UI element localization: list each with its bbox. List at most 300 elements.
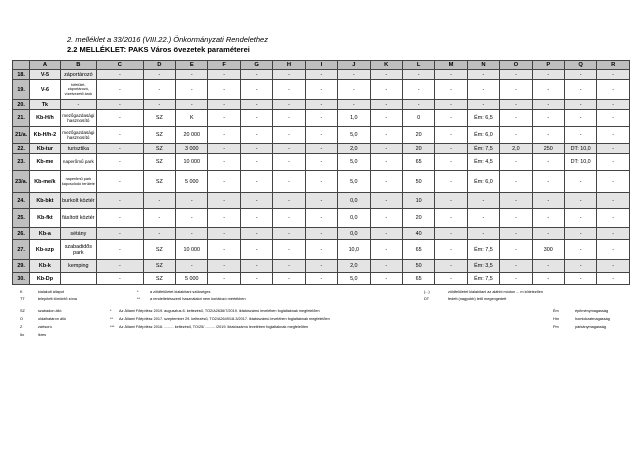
param-cell: - (532, 209, 564, 228)
param-cell: - (273, 193, 305, 209)
param-cell: - (97, 144, 144, 154)
legend-abbr: Ém (553, 309, 559, 313)
param-cell: SZ (143, 171, 175, 193)
zone-code: Kb-me (30, 154, 60, 171)
zone-parameters-table (12, 60, 630, 285)
legend-text: zártsorú (38, 325, 52, 329)
param-cell: - (305, 240, 337, 260)
param-cell: - (305, 127, 337, 144)
param-cell: - (532, 228, 564, 240)
param-cell: - (97, 171, 144, 193)
zone-name: tófelület, záportározó, vízelvezető árok (60, 80, 96, 100)
row-number: 22. (13, 144, 30, 154)
param-cell: - (97, 80, 144, 100)
legend-mark: *** (110, 325, 115, 329)
param-cell: SZ (143, 240, 175, 260)
param-cell: - (435, 260, 467, 273)
param-cell: - (273, 171, 305, 193)
column-header-n: N (467, 61, 499, 70)
param-cell: - (370, 154, 402, 171)
param-cell: - (435, 171, 467, 193)
row-number: 19. (13, 80, 30, 100)
param-cell: - (240, 240, 272, 260)
table-row (13, 100, 630, 110)
param-cell: - (597, 193, 630, 209)
param-cell: - (597, 70, 630, 80)
column-header-row (13, 61, 630, 70)
param-cell: - (435, 144, 467, 154)
legend-mark: ** (110, 317, 113, 321)
param-cell: - (143, 70, 175, 80)
param-cell: - (143, 100, 175, 110)
table-row (13, 209, 630, 228)
row-number: 29. (13, 260, 30, 273)
zone-code: Kb-szp (30, 240, 60, 260)
param-cell: - (176, 260, 208, 273)
param-cell: 65 (402, 273, 434, 285)
param-cell: - (97, 228, 144, 240)
table-row (13, 260, 630, 273)
param-cell: - (467, 193, 499, 209)
legend-text: fedett (nagyobb) tető megengedett (448, 297, 507, 301)
table-row (13, 171, 630, 193)
param-cell: - (532, 80, 564, 100)
param-cell: - (208, 110, 240, 127)
param-cell: - (532, 100, 564, 110)
param-cell: - (240, 273, 272, 285)
param-cell: - (97, 260, 144, 273)
param-cell: - (532, 110, 564, 127)
param-cell: - (467, 100, 499, 110)
param-cell: - (240, 209, 272, 228)
legend-abbr: SZ (20, 309, 25, 313)
zone-name: sétány (60, 228, 96, 240)
param-cell: 0,0 (338, 193, 370, 209)
param-cell: - (500, 260, 532, 273)
param-cell: - (370, 144, 402, 154)
param-cell: - (597, 209, 630, 228)
param-cell: 10 (402, 193, 434, 209)
zone-code: Kb-fkt (30, 209, 60, 228)
header-line-2: 2.2 MELLÉKLET: PAKS Város övezetek paraméterei (67, 45, 250, 54)
param-cell: - (273, 110, 305, 127)
legend-text: homlokzatmagasság (575, 317, 610, 321)
legend-text: kialakult állapot (38, 290, 64, 294)
param-cell: - (435, 80, 467, 100)
table-row (13, 154, 630, 171)
param-cell: - (240, 193, 272, 209)
param-cell: - (208, 171, 240, 193)
legend-mark: * (110, 309, 112, 313)
param-cell: Ém: 6,0 (467, 127, 499, 144)
param-cell: - (597, 154, 630, 171)
row-number: 24. (13, 193, 30, 209)
param-cell: - (305, 260, 337, 273)
legend-abbr: O (20, 317, 23, 321)
param-cell: - (370, 273, 402, 285)
row-number: 27. (13, 240, 30, 260)
legend-text: szabadon álló (38, 309, 62, 313)
param-cell: - (208, 127, 240, 144)
param-cell: SZ (143, 144, 175, 154)
row-number: 23. (13, 154, 30, 171)
column-header-d: D (143, 61, 175, 70)
table-row (13, 273, 630, 285)
param-cell: - (273, 154, 305, 171)
param-cell: - (208, 100, 240, 110)
zone-name: mezőgazdasági hasznosító (60, 110, 96, 127)
param-cell: Ém: 3,5 (467, 260, 499, 273)
param-cell: 0 (402, 110, 434, 127)
zone-code: Kb-H/h (30, 110, 60, 127)
param-cell: - (273, 273, 305, 285)
param-cell: - (370, 70, 402, 80)
column-header-h: H (273, 61, 305, 70)
param-cell: - (305, 273, 337, 285)
row-number: 25. (13, 209, 30, 228)
param-cell: - (564, 110, 596, 127)
param-cell: 10 000 (176, 240, 208, 260)
param-cell: - (208, 80, 240, 100)
param-cell: - (97, 154, 144, 171)
zone-code: Kb-tur (30, 144, 60, 154)
param-cell: - (467, 80, 499, 100)
param-cell: - (370, 100, 402, 110)
param-cell: - (532, 273, 564, 285)
param-cell: - (532, 127, 564, 144)
zone-name: záportározó (60, 70, 96, 80)
param-cell: - (597, 228, 630, 240)
zone-name: mezőgazdasági hasznosító (60, 127, 96, 144)
param-cell: - (305, 209, 337, 228)
param-cell: - (273, 80, 305, 100)
row-number: 20. (13, 100, 30, 110)
param-cell: SZ (143, 110, 175, 127)
param-cell: 2,0 (338, 144, 370, 154)
param-cell: - (338, 100, 370, 110)
zone-name: turisztika (60, 144, 96, 154)
param-cell: 3 000 (176, 144, 208, 154)
legend-mark: ** (137, 297, 140, 301)
param-cell: - (176, 80, 208, 100)
param-cell: Ém: 4,5 (467, 154, 499, 171)
param-cell: - (208, 273, 240, 285)
param-cell: - (435, 154, 467, 171)
param-cell: - (500, 209, 532, 228)
table-row (13, 110, 630, 127)
param-cell: - (435, 240, 467, 260)
param-cell: - (97, 240, 144, 260)
zone-name: naperőmű park kapcsolódó területe (60, 171, 96, 193)
param-cell: - (435, 193, 467, 209)
zone-name: kemping (60, 260, 96, 273)
param-cell: - (564, 100, 596, 110)
param-cell: 20 (402, 209, 434, 228)
param-cell: - (176, 228, 208, 240)
param-cell: - (273, 100, 305, 110)
param-cell: - (273, 144, 305, 154)
param-cell: DT: 10,0 (564, 154, 596, 171)
param-cell: - (435, 110, 467, 127)
param-cell: Ém: 7,5 (467, 144, 499, 154)
param-cell: - (305, 100, 337, 110)
param-cell: - (143, 209, 175, 228)
param-cell: - (97, 127, 144, 144)
param-cell: - (500, 193, 532, 209)
param-cell: - (500, 100, 532, 110)
zone-code: Kb-Dp (30, 273, 60, 285)
param-cell: - (97, 100, 144, 110)
param-cell: - (273, 127, 305, 144)
param-cell: - (273, 260, 305, 273)
param-cell: - (370, 127, 402, 144)
legend-text: párkánymagasság (575, 325, 607, 329)
param-cell: - (305, 228, 337, 240)
param-cell: - (532, 260, 564, 273)
legend-text: zöldfelületet kialakítani az alábbi módon ... m kötelezően (448, 290, 543, 294)
param-cell: 5 000 (176, 171, 208, 193)
param-cell: - (564, 127, 596, 144)
param-cell: - (370, 209, 402, 228)
zone-code: V-5 (30, 70, 60, 80)
param-cell: - (500, 127, 532, 144)
zone-code: Kb-H/h-2 (30, 127, 60, 144)
param-cell: DT: 10,0 (564, 144, 596, 154)
row-number: 21/a. (13, 127, 30, 144)
column-header-k: K (370, 61, 402, 70)
param-cell: - (338, 80, 370, 100)
param-cell: - (143, 80, 175, 100)
param-cell: - (370, 228, 402, 240)
param-cell: - (402, 100, 434, 110)
column-header-j: J (338, 61, 370, 70)
zone-code: Kb-me/k (30, 171, 60, 193)
column-header-m: M (435, 61, 467, 70)
param-cell: 5,0 (338, 154, 370, 171)
column-header-l: L (402, 61, 434, 70)
column-header-p: P (532, 61, 564, 70)
param-cell: - (370, 193, 402, 209)
param-cell: 2,0 (500, 144, 532, 154)
param-cell: - (597, 260, 630, 273)
param-cell: - (208, 144, 240, 154)
param-cell: - (338, 70, 370, 80)
param-cell: - (143, 228, 175, 240)
legend-text: Az Állami Főépítész 2016. ......... keltezésű, TO/25/ ......... /2019. iktatószámú levelében foglaltaknak megfelelően (119, 325, 309, 329)
param-cell: - (240, 80, 272, 100)
param-cell: 300 (532, 240, 564, 260)
param-cell: 5,0 (338, 171, 370, 193)
param-cell: - (500, 228, 532, 240)
param-cell: - (305, 171, 337, 193)
param-cell: - (597, 144, 630, 154)
legend-abbr: Z (20, 325, 23, 329)
param-cell: - (500, 70, 532, 80)
param-cell: SZ (143, 154, 175, 171)
param-cell: 50 (402, 171, 434, 193)
param-cell: - (240, 260, 272, 273)
param-cell: - (176, 70, 208, 80)
param-cell: 0,0 (338, 209, 370, 228)
column-header-e: E (176, 61, 208, 70)
param-cell: - (500, 110, 532, 127)
param-cell: - (435, 127, 467, 144)
param-cell: - (208, 154, 240, 171)
legend-abbr: Hm (553, 317, 559, 321)
zone-code: V-6 (30, 80, 60, 100)
param-cell: - (305, 193, 337, 209)
legend-abbr: Pm (553, 325, 559, 329)
row-number: 26. (13, 228, 30, 240)
table-row (13, 228, 630, 240)
zone-name: naperőmű park (60, 154, 96, 171)
param-cell: - (564, 171, 596, 193)
param-cell: - (97, 273, 144, 285)
table-row (13, 193, 630, 209)
param-cell: - (532, 171, 564, 193)
param-cell: 0,0 (338, 228, 370, 240)
row-number: 18. (13, 70, 30, 80)
zone-name: fásított köztér (60, 209, 96, 228)
param-cell: - (597, 273, 630, 285)
legend-text: ikres (38, 333, 47, 337)
param-cell: - (564, 240, 596, 260)
legend-abbr: DT (424, 297, 430, 301)
param-cell: - (500, 154, 532, 171)
column-header-o: O (500, 61, 532, 70)
param-cell: - (370, 240, 402, 260)
param-cell: - (564, 260, 596, 273)
param-cell: - (208, 240, 240, 260)
param-cell: - (435, 228, 467, 240)
param-cell: - (240, 144, 272, 154)
param-cell: K (176, 110, 208, 127)
param-cell: 50 (402, 260, 434, 273)
param-cell: - (564, 80, 596, 100)
param-cell: - (240, 70, 272, 80)
param-cell: - (402, 70, 434, 80)
column-header-c: C (97, 61, 144, 70)
param-cell: - (500, 240, 532, 260)
param-cell: - (305, 70, 337, 80)
param-cell: - (208, 260, 240, 273)
param-cell: - (370, 80, 402, 100)
param-cell: - (305, 110, 337, 127)
param-cell: - (97, 110, 144, 127)
legend-text: Az Állami Főépítész 2017. szeptember 29. keltezésű, TO2/A2649/18-3/2017. iktatószámú levelében foglaltaknak megfelelően (119, 317, 330, 321)
legend-mark: (...) (424, 290, 430, 294)
param-cell: - (402, 80, 434, 100)
param-cell: 5,0 (338, 127, 370, 144)
table-row (13, 80, 630, 100)
legend-text: építménymagasság (575, 309, 609, 313)
param-cell: Ém: 7,5 (467, 240, 499, 260)
param-cell: - (240, 228, 272, 240)
param-cell: 10 000 (176, 154, 208, 171)
legend-mark: * (137, 290, 139, 294)
param-cell: - (500, 273, 532, 285)
legend-text: a zöldfelületet kialakítani szükséges (150, 290, 211, 294)
param-cell: SZ (143, 260, 175, 273)
param-cell: Ém: 6,0 (467, 171, 499, 193)
param-cell: - (597, 110, 630, 127)
param-cell: 20 (402, 144, 434, 154)
param-cell: - (532, 70, 564, 80)
zone-name: burkolt köztér (60, 193, 96, 209)
param-cell: 10,0 (338, 240, 370, 260)
param-cell: - (240, 127, 272, 144)
param-cell: - (564, 228, 596, 240)
param-cell: - (564, 273, 596, 285)
legend-text: a rendeltetésszerű használatot nem korlátozó mértékben (150, 297, 246, 301)
param-cell: 65 (402, 154, 434, 171)
param-cell: Ém: 7,5 (467, 273, 499, 285)
param-cell: SZ (143, 273, 175, 285)
zone-name: - (60, 100, 96, 110)
param-cell: - (467, 209, 499, 228)
param-cell: 2,0 (338, 260, 370, 273)
param-cell: - (273, 228, 305, 240)
param-cell: - (97, 193, 144, 209)
param-cell: - (564, 70, 596, 80)
table-row (13, 70, 630, 80)
table-row (13, 127, 630, 144)
corner-cell (13, 61, 30, 70)
param-cell: - (97, 70, 144, 80)
param-cell: - (564, 193, 596, 209)
param-cell: - (435, 100, 467, 110)
param-cell: - (435, 209, 467, 228)
param-cell: - (240, 110, 272, 127)
param-cell: Ém: 6,5 (467, 110, 499, 127)
legend-abbr: Ikr (20, 333, 25, 337)
row-number: 23/a. (13, 171, 30, 193)
column-header-b: B (60, 61, 96, 70)
param-cell: - (435, 273, 467, 285)
param-cell: - (500, 171, 532, 193)
column-header-i: I (305, 61, 337, 70)
legend-text: Az Állami Főépítész 2019. augusztus 8. keltezésű, TO2/A2636/7/2019. iktatószámú levelében foglaltaknak megfelelően (119, 309, 320, 313)
param-cell: - (532, 154, 564, 171)
table-row (13, 144, 630, 154)
param-cell: - (597, 171, 630, 193)
column-header-q: Q (564, 61, 596, 70)
header-line-1: 2. melléklet a 33/2016 (VIII.22.) Önkormányzati Rendelethez (67, 35, 268, 44)
param-cell: - (176, 209, 208, 228)
param-cell: SZ (143, 127, 175, 144)
param-cell: - (305, 154, 337, 171)
param-cell: 20 000 (176, 127, 208, 144)
param-cell: - (597, 100, 630, 110)
param-cell: - (273, 209, 305, 228)
param-cell: - (435, 70, 467, 80)
param-cell: - (370, 110, 402, 127)
param-cell: - (273, 240, 305, 260)
param-cell: - (208, 209, 240, 228)
param-cell: - (208, 70, 240, 80)
param-cell: - (467, 228, 499, 240)
param-cell: 5 000 (176, 273, 208, 285)
param-cell: - (305, 144, 337, 154)
param-cell: - (370, 171, 402, 193)
row-number: 21. (13, 110, 30, 127)
row-number: 30. (13, 273, 30, 285)
param-cell: - (467, 70, 499, 80)
zone-code: Kb-bkt (30, 193, 60, 209)
param-cell: - (597, 127, 630, 144)
param-cell: - (240, 100, 272, 110)
legend-abbr: TT (20, 297, 25, 301)
